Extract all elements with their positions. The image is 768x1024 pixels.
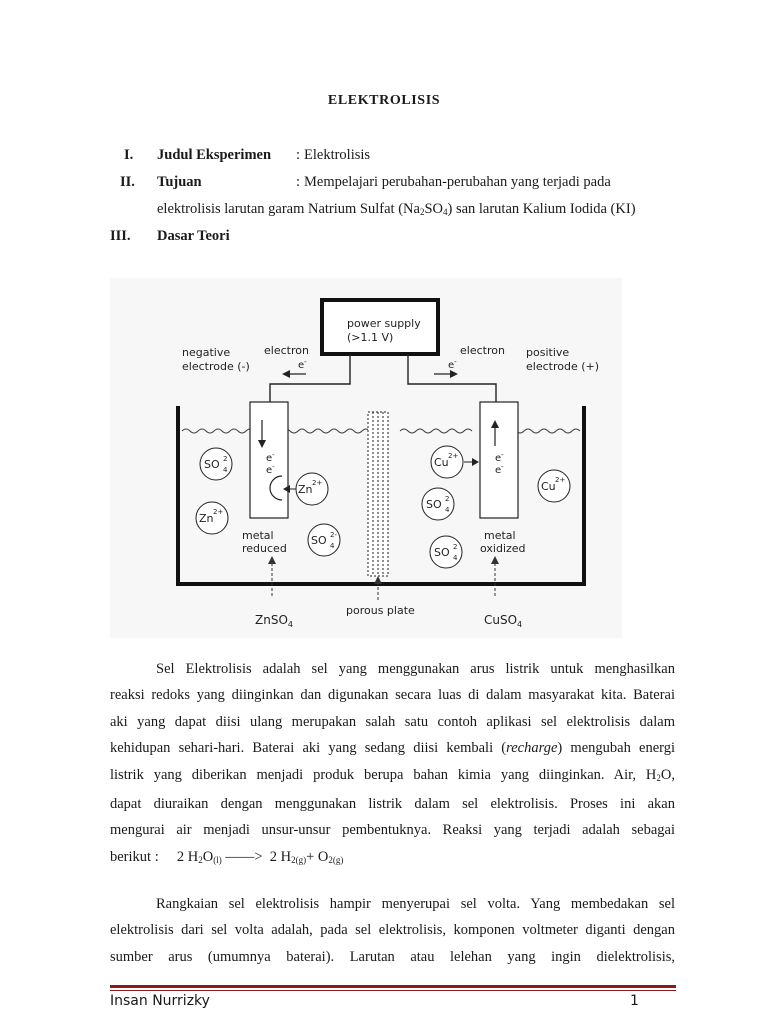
right-e-minus: e- [448,358,457,371]
section-sep-1: : [296,147,301,163]
neg-e2: e- [266,463,275,476]
reduced-label: reduced [242,542,287,555]
pos-e1: e- [495,451,504,464]
cu-ion-2 [538,470,570,502]
positive-label: positive [526,346,570,359]
section-heading-2: Tujuan [157,174,202,190]
section-numeral-2: II. [120,174,135,190]
svg-text:SO: SO [311,534,327,547]
svg-text:4: 4 [330,542,335,550]
svg-text:2+: 2+ [448,452,459,460]
section-value-1: Elektrolisis [304,147,371,163]
power-supply-voltage: (>1.1 V) [347,331,394,344]
svg-text:2+: 2+ [312,479,323,487]
negative-label: negative [182,346,231,359]
electron-right-label: electron [460,344,505,357]
svg-text:SO: SO [426,498,442,511]
footer-rule-thick [110,985,676,988]
svg-text:2+: 2+ [555,476,566,484]
left-e-minus: e- [298,358,307,371]
svg-text:2-: 2- [330,531,337,539]
negative-electrode-label: electrode (-) [182,360,250,373]
svg-text:Cu: Cu [541,480,556,493]
section-value-2: Mempelajari perubahan-perubahan yang terjadi pada [304,174,611,190]
svg-text:4: 4 [453,554,458,562]
page-number: 1 [630,993,639,1009]
tujuan-line-2: elektrolisis larutan garam Natrium Sulfat $(Na_2SO_4)$ san larutan Kalium Iodida (KI) [157,201,636,217]
document-title: ELEKTROLISIS [327,93,441,108]
svg-text:2: 2 [223,455,228,463]
cu-ion-1 [431,446,463,478]
svg-text:2: 2 [453,543,458,551]
so4-ion-2 [308,524,340,556]
zn-ion-2 [296,473,328,505]
svg-text:SO: SO [434,546,450,559]
electron-left-label: electron [264,344,309,357]
so4-ion-4 [430,536,462,568]
svg-text:4: 4 [223,466,228,474]
svg-text:Zn: Zn [298,483,313,496]
zn-ion-1 [196,502,228,534]
section-heading-3: Dasar Teori [157,228,230,244]
svg-text:Cu: Cu [434,456,449,469]
metal-left-label: metal [242,529,274,542]
electrolysis-cell-diagram [110,278,622,638]
pos-e2: e- [495,463,504,476]
section-sep-2: : [296,174,301,190]
so4-ion-3 [422,488,454,520]
svg-text:2+: 2+ [213,508,224,516]
section-numeral-1: I. [124,147,134,163]
svg-text:Zn: Zn [199,512,214,525]
paragraph-1: Sel Elektrolisis adalah sel yang menggunakan arus listrik untuk menghasilkan reaksi redoks yang diinginkan dan digunakan secara luas di dalam masyarakat kita. Baterai aki yang dapat diisi ulang merupakan salah satu contoh aplikasi sel elektrolisis dalam kehidupan sehari-hari. Baterai aki yang sedang diisi kembali (recharge) mengubah energi listrik yang diberikan menjadi produk berupa bahan kimia yang diinginkan. Air, $H_2O$, dapat diuraikan dengan menggunakan listrik dalam sel elektrolisis. Proses ini akan mengurai air menjadi unsur-unsur pembentuknya. Reaksi yang terjadi adalah sebagai berikut : 2 $H_2O_{(l)}$ ——> 2 $H_{2(g)}+ O_{2(g)}$ [110,656,675,873]
reaction-equation: berikut : 2 $H_2O_{(l)}$ ——> 2 $H_{2(g)}+ O_{2(g)}$ [110,848,344,865]
footer-author: Insan Nurrizky [110,993,210,1009]
svg-text:2: 2 [445,495,450,503]
positive-electrode-label: electrode (+) [526,360,600,373]
section-numeral-3: III. [110,228,131,244]
svg-text:4: 4 [445,506,450,514]
cuso4-label: CuSO$_4$ [484,613,523,629]
znso4-label: ZnSO$_4$ [255,613,293,629]
footer-rule-thin [110,990,676,991]
porous-plate-label: porous plate [346,604,415,617]
metal-right-label: metal [484,529,516,542]
power-supply-label: power supply [347,317,421,330]
so4-ion-1 [200,448,232,480]
oxidized-label: oxidized [480,542,526,555]
svg-text:SO: SO [204,458,220,471]
neg-e1: e- [266,451,275,464]
section-heading-1: Judul Eksperimen [157,147,272,163]
paragraph-2: Rangkaian sel elektrolisis hampir menyerupai sel volta. Yang membedakan sel elektrolisis dari sel volta adalah, pada sel elektrolisis, komponen voltmeter diganti dengan sumber arus (umumnya baterai). Larutan atau lelehan yang ingin dielektrolisis, [110,896,675,965]
